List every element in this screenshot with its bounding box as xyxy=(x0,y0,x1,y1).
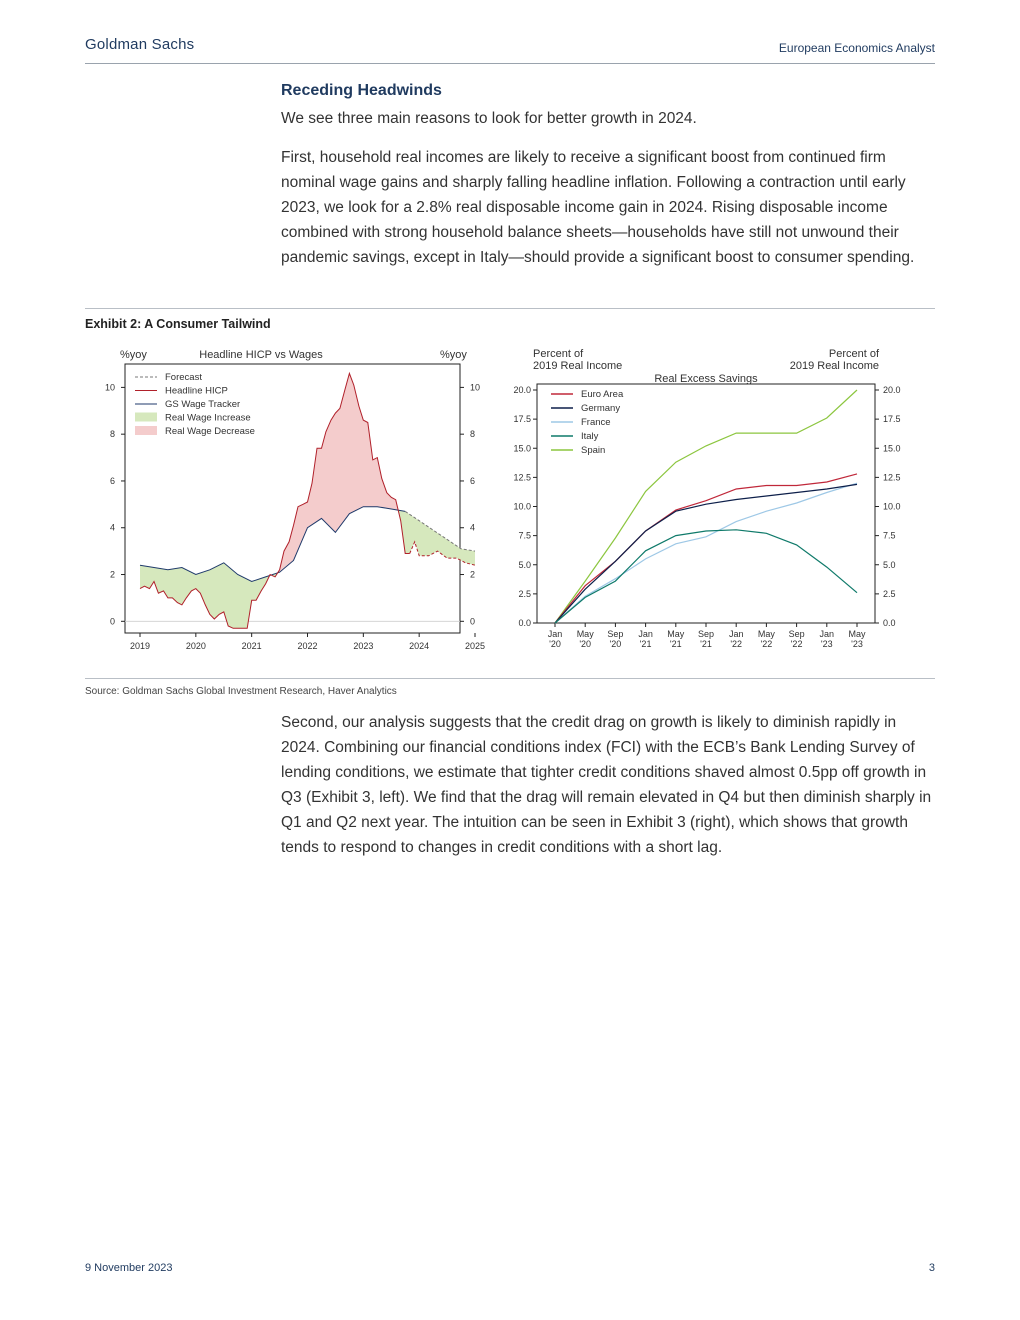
y-tick-label-right: 10.0 xyxy=(883,501,901,512)
y-tick-label-right: 15.0 xyxy=(883,443,901,454)
x-tick-label: '21 xyxy=(669,639,682,649)
exhibit-bottom-divider xyxy=(85,678,935,679)
y-tick-label-left: 10 xyxy=(104,382,115,393)
y-axis-label-left: Percent of xyxy=(533,348,584,360)
y-tick-label-left: 8 xyxy=(109,429,115,440)
y-tick-label-right: 10 xyxy=(470,382,481,393)
x-tick-label: '20 xyxy=(549,639,561,649)
y-tick-label-left: 15.0 xyxy=(513,443,531,454)
legend-label: Real Wage Decrease xyxy=(165,426,255,437)
x-tick-label: 2020 xyxy=(185,641,206,651)
x-tick-label: Jan xyxy=(638,629,653,639)
y-tick-label-left: 4 xyxy=(109,522,115,533)
y-tick-label-right: 2 xyxy=(470,569,476,580)
real-wage-increase-area xyxy=(140,563,270,629)
x-tick-label: 2022 xyxy=(297,641,318,651)
legend-label: GS Wage Tracker xyxy=(165,399,241,410)
x-tick-label: 2019 xyxy=(129,641,151,651)
exhibit-source: Source: Goldman Sachs Global Investment Research, Haver Analytics xyxy=(85,686,397,697)
x-tick-label: '20 xyxy=(609,639,622,649)
x-tick-label: Sep xyxy=(697,629,715,639)
legend-label: Spain xyxy=(581,445,606,456)
y-tick-label-right: 6 xyxy=(470,475,476,486)
y-tick-label-right: 4 xyxy=(470,522,476,533)
x-tick-label: 2023 xyxy=(353,641,374,651)
y-tick-label-left: 20.0 xyxy=(513,385,531,395)
y-tick-label-right: 0 xyxy=(470,616,476,627)
chart-title: Real Excess Savings xyxy=(654,373,758,385)
section-title: Receding Headwinds xyxy=(281,82,442,99)
x-tick-label: May xyxy=(576,629,594,639)
y-tick-label-left: 6 xyxy=(109,475,115,486)
y-tick-label-right: 2.5 xyxy=(883,588,896,599)
y-tick-label-left: 10.0 xyxy=(513,501,531,512)
legend-label: Real Wage Increase xyxy=(165,412,251,424)
y-tick-label-right: 8 xyxy=(470,429,476,440)
x-tick-label: '22 xyxy=(790,639,803,649)
legend-label: Italy xyxy=(581,431,599,442)
y-axis-label-left: %yoy xyxy=(120,349,147,361)
footer-date: 9 November 2023 xyxy=(85,1262,173,1274)
hicp-wages-chart xyxy=(85,340,495,670)
exhibit-title: Exhibit 2: A Consumer Tailwind xyxy=(85,317,271,331)
excess-savings-chart xyxy=(505,340,935,670)
legend-label: France xyxy=(581,417,611,428)
x-tick-label: May xyxy=(848,629,866,639)
y-tick-label-right: 20.0 xyxy=(883,385,901,395)
chart-title: Headline HICP vs Wages xyxy=(199,349,323,361)
y-axis-label-right: 2019 Real Income xyxy=(789,360,879,372)
x-tick-label: '21 xyxy=(700,639,712,649)
legend-label: Germany xyxy=(581,403,621,414)
x-tick-label: '20 xyxy=(579,639,592,649)
x-tick-label: Jan xyxy=(547,629,563,639)
x-tick-label: '23 xyxy=(820,639,833,649)
y-axis-label-right: %yoy xyxy=(440,349,467,361)
y-tick-label-left: 7.5 xyxy=(518,530,531,541)
first-paragraph: First, household real incomes are likely to receive a significant boost from continued firm nominal wage gains and sharply falling headline inflation. Following a contraction until early 2023, we look for a 2.8% real disposable income gain in 2024. Rising disposable income combined with strong household balance sheets—households have still not unwound their pandemic savings, except in Italy—should provide a significant boost to consumer spending. xyxy=(281,149,915,266)
x-tick-label: 2024 xyxy=(409,641,430,651)
page-number: 3 xyxy=(928,1262,935,1274)
intro-paragraph: We see three main reasons to look for better growth in 2024. xyxy=(281,110,697,127)
y-tick-label-left: 12.5 xyxy=(513,472,531,483)
legend-swatch xyxy=(135,426,157,435)
x-tick-label: Sep xyxy=(788,629,805,639)
series-line-italy xyxy=(555,530,857,623)
x-tick-label: '23 xyxy=(851,639,863,649)
real-wage-increase-area xyxy=(398,510,475,565)
y-axis-label-left: 2019 Real Income xyxy=(533,360,623,372)
x-tick-label: May xyxy=(757,629,775,639)
x-tick-label: Jan xyxy=(728,629,744,639)
y-axis-label-right: Percent of xyxy=(828,348,879,360)
y-tick-label-left: 2 xyxy=(109,569,115,580)
x-tick-label: '22 xyxy=(760,639,773,649)
legend-label: Forecast xyxy=(165,372,202,383)
brand-name: Goldman Sachs xyxy=(85,36,195,53)
legend-label: Headline HICP xyxy=(165,385,228,397)
legend-swatch xyxy=(135,413,157,422)
header-divider xyxy=(85,63,935,64)
x-tick-label: '22 xyxy=(730,639,743,649)
y-tick-label-right: 12.5 xyxy=(883,472,901,483)
x-tick-label: 2025 xyxy=(464,641,486,651)
y-tick-label-left: 17.5 xyxy=(513,414,531,425)
y-tick-label-right: 0.0 xyxy=(883,618,896,628)
y-tick-label-left: 0 xyxy=(109,616,115,627)
series-line-euro-area xyxy=(555,474,857,623)
x-tick-label: Sep xyxy=(607,629,624,639)
series-line-germany xyxy=(555,484,857,623)
y-tick-label-right: 5.0 xyxy=(883,559,896,570)
y-tick-label-left: 0.0 xyxy=(518,618,531,628)
legend-label: Euro Area xyxy=(581,389,624,400)
y-tick-label-left: 2.5 xyxy=(518,588,531,599)
x-tick-label: May xyxy=(667,629,685,639)
y-tick-label-right: 17.5 xyxy=(883,414,901,425)
y-tick-label-left: 5.0 xyxy=(518,559,531,570)
publication-name: European Economics Analyst xyxy=(778,41,935,55)
y-tick-label-right: 7.5 xyxy=(883,530,896,541)
x-tick-label: '21 xyxy=(639,639,652,649)
x-tick-label: 2021 xyxy=(241,641,262,651)
second-paragraph: Second, our analysis suggests that the credit drag on growth is likely to diminish rapidly in 2024. Combining our financial conditions index (FCI) with the ECB’s Bank Lending Survey of lending conditions, we estimate that tighter credit conditions shaved almost 0.5pp off growth in Q3 (Exhibit 3, left). We find that the drag will remain elevated in Q4 but then diminish sharply in Q1 and Q2 next year. The intuition can be seen in Exhibit 3 (right), which shows that growth tends to respond to changes in credit conditions with a short lag. xyxy=(281,714,932,856)
exhibit-top-divider xyxy=(85,308,935,309)
x-tick-label: Jan xyxy=(819,629,835,639)
